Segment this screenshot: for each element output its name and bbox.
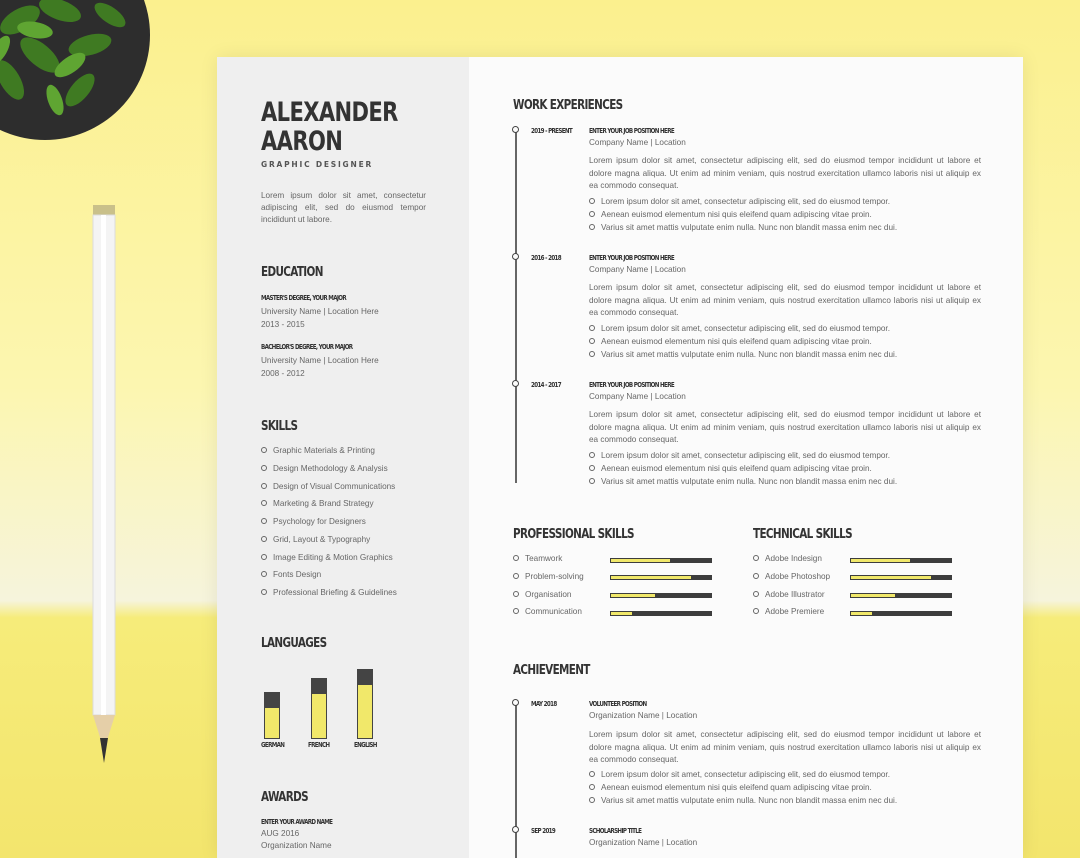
education-degree: MASTER'S DEGREE, YOUR MAJOR <box>261 294 346 302</box>
circle-bullet-icon <box>753 591 759 597</box>
timeline-dot <box>512 380 519 387</box>
job-bullets <box>589 322 897 361</box>
circle-bullet-icon <box>261 589 267 595</box>
skill-item: Design of Visual Communications <box>261 482 395 491</box>
job-date: 2016 - 2018 <box>531 254 562 262</box>
technical-skill: Adobe Illustrator <box>753 590 825 599</box>
circle-bullet-icon <box>589 351 595 357</box>
list-item: Aenean euismod elementum nisi quis eleifend quam adipiscing vitae proin. <box>589 208 897 221</box>
plant-leaves-image <box>0 0 160 140</box>
profile-intro: Lorem ipsum dolor sit amet, consectetur adipiscing elit, sed do eiusmod tempor incididunt ut labore. <box>261 191 426 224</box>
circle-bullet-icon <box>261 465 267 471</box>
language-level-bar <box>311 678 327 739</box>
circle-bullet-icon <box>589 452 595 458</box>
timeline-dot <box>512 826 519 833</box>
education-school: University Name | Location Here <box>261 307 379 316</box>
circle-bullet-icon <box>589 771 595 777</box>
list-item: Aenean euismod elementum nisi quis eleifend quam adipiscing vitae proin. <box>589 335 897 348</box>
circle-bullet-icon <box>261 500 267 506</box>
professional-skill: Teamwork <box>513 554 562 563</box>
job-company: Company Name | Location <box>589 265 686 274</box>
resume-sheet <box>217 57 1023 858</box>
education-years: 2013 - 2015 <box>261 320 305 329</box>
list-item: Lorem ipsum dolor sit amet, consectetur adipiscing elit, sed do eiusmod tempor. <box>589 449 897 462</box>
list-item: Varius sit amet mattis vulputate enim nulla. Nunc non blandit massa enim nec dui. <box>589 221 897 234</box>
job-date: 2019 - PRESENT <box>531 127 572 135</box>
circle-bullet-icon <box>513 555 519 561</box>
circle-bullet-icon <box>753 555 759 561</box>
award-date: AUG 2016 <box>261 829 300 838</box>
education-school: University Name | Location Here <box>261 356 379 365</box>
list-item: Varius sit amet mattis vulputate enim nulla. Nunc non blandit massa enim nec dui. <box>589 475 897 488</box>
circle-bullet-icon <box>589 211 595 217</box>
first-name: ALEXANDER <box>261 97 398 128</box>
language-level-bar <box>357 669 373 739</box>
professional-skill: Communication <box>513 607 582 616</box>
job-description: Lorem ipsum dolor sit amet, consectetur adipiscing elit, sed do eiusmod tempor incididunt ut labore et dolore magna aliqua. Ut enim ad minim veniam, quis nostrud exercitation ullamco laboris nisi ut aliquip ex ea commodo consequat. <box>589 410 981 444</box>
list-item: Lorem ipsum dolor sit amet, consectetur adipiscing elit, sed do eiusmod tempor. <box>589 195 897 208</box>
list-item: Aenean euismod elementum nisi quis eleifend quam adipiscing vitae proin. <box>589 781 897 794</box>
skill-item: Image Editing & Motion Graphics <box>261 553 393 562</box>
circle-bullet-icon <box>753 573 759 579</box>
skill-item: Professional Briefing & Guidelines <box>261 588 397 597</box>
list-item: Varius sit amet mattis vulputate enim nulla. Nunc non blandit massa enim nec dui. <box>589 348 897 361</box>
resume-sidebar <box>217 57 469 858</box>
circle-bullet-icon <box>589 224 595 230</box>
list-item: Aenean euismod elementum nisi quis eleifend quam adipiscing vitae proin. <box>589 462 897 475</box>
achievement-date: MAY 2018 <box>531 700 557 708</box>
skill-level-bar <box>610 593 712 598</box>
skill-item: Fonts Design <box>261 570 321 579</box>
timeline-dot <box>512 253 519 260</box>
job-position: ENTER YOUR JOB POSITION HERE <box>589 381 674 389</box>
circle-bullet-icon <box>589 478 595 484</box>
job-bullets <box>589 449 897 488</box>
languages-heading: LANGUAGES <box>261 636 327 651</box>
circle-bullet-icon <box>589 465 595 471</box>
job-position: ENTER YOUR JOB POSITION HERE <box>589 254 674 262</box>
achievement-date: SEP 2019 <box>531 827 556 835</box>
circle-bullet-icon <box>589 784 595 790</box>
awards-heading: AWARDS <box>261 790 308 805</box>
job-date: 2014 - 2017 <box>531 381 562 389</box>
language-label: FRENCH <box>308 741 330 749</box>
skill-item: Grid, Layout & Typography <box>261 535 370 544</box>
language-label: GERMAN <box>261 741 285 749</box>
timeline-dot <box>512 126 519 133</box>
achievement-organization: Organization Name | Location <box>589 711 698 720</box>
skill-level-bar <box>610 575 712 580</box>
skill-item: Marketing & Brand Strategy <box>261 499 374 508</box>
circle-bullet-icon <box>261 571 267 577</box>
job-description: Lorem ipsum dolor sit amet, consectetur adipiscing elit, sed do eiusmod tempor incididunt ut labore et dolore magna aliqua. Ut enim ad minim veniam, quis nostrud exercitation ullamco laboris nisi ut aliquip ex ea commodo consequat. <box>589 156 981 190</box>
circle-bullet-icon <box>261 447 267 453</box>
technical-skill: Adobe Indesign <box>753 554 822 563</box>
skill-level-bar <box>850 558 952 563</box>
technical-skill: Adobe Premiere <box>753 607 824 616</box>
skills-heading: SKILLS <box>261 419 298 434</box>
professional-skills-heading: PROFESSIONAL SKILLS <box>513 527 634 542</box>
award-organization: Organization Name <box>261 841 332 850</box>
job-title: GRAPHIC DESIGNER <box>261 160 374 169</box>
language-label: ENGLISH <box>354 741 377 749</box>
circle-bullet-icon <box>753 608 759 614</box>
skill-level-bar <box>850 575 952 580</box>
professional-skill: Problem-solving <box>513 572 584 581</box>
skill-level-bar <box>610 611 712 616</box>
circle-bullet-icon <box>513 608 519 614</box>
language-level-bar <box>264 692 280 739</box>
circle-bullet-icon <box>589 338 595 344</box>
achievement-description: Lorem ipsum dolor sit amet, consectetur adipiscing elit, sed do eiusmod tempor incididunt ut labore et dolore magna aliqua. Ut enim ad minim veniam, quis nostrud exercitation ullamco laboris nisi ut aliquip ex ea commodo consequat. <box>589 730 981 764</box>
skill-item: Design Methodology & Analysis <box>261 464 388 473</box>
circle-bullet-icon <box>589 198 595 204</box>
education-heading: EDUCATION <box>261 265 323 280</box>
circle-bullet-icon <box>513 573 519 579</box>
technical-skill: Adobe Photoshop <box>753 572 830 581</box>
skill-level-bar <box>850 593 952 598</box>
job-company: Company Name | Location <box>589 392 686 401</box>
achievement-heading: ACHIEVEMENT <box>513 663 590 678</box>
circle-bullet-icon <box>589 325 595 331</box>
list-item: Lorem ipsum dolor sit amet, consectetur adipiscing elit, sed do eiusmod tempor. <box>589 768 897 781</box>
pencil-image <box>92 205 116 765</box>
resume-main <box>469 57 1023 858</box>
work-heading: WORK EXPERIENCES <box>513 98 623 113</box>
last-name: AARON <box>261 126 343 157</box>
job-description: Lorem ipsum dolor sit amet, consectetur adipiscing elit, sed do eiusmod tempor incididunt ut labore et dolore magna aliqua. Ut enim ad minim veniam, quis nostrud exercitation ullamco laboris nisi ut aliquip ex ea commodo consequat. <box>589 283 981 317</box>
job-company: Company Name | Location <box>589 138 686 147</box>
skill-item: Graphic Materials & Printing <box>261 446 375 455</box>
circle-bullet-icon <box>261 483 267 489</box>
circle-bullet-icon <box>261 536 267 542</box>
circle-bullet-icon <box>513 591 519 597</box>
skill-level-bar <box>850 611 952 616</box>
education-degree: BACHELOR'S DEGREE, YOUR MAJOR <box>261 343 353 351</box>
education-years: 2008 - 2012 <box>261 369 305 378</box>
timeline-dot <box>512 699 519 706</box>
award-title: ENTER YOUR AWARD NAME <box>261 818 333 826</box>
job-position: ENTER YOUR JOB POSITION HERE <box>589 127 674 135</box>
achievement-bullets <box>589 768 897 807</box>
professional-skill: Organisation <box>513 590 571 599</box>
job-bullets <box>589 195 897 234</box>
achievement-organization: Organization Name | Location <box>589 838 698 847</box>
list-item: Lorem ipsum dolor sit amet, consectetur adipiscing elit, sed do eiusmod tempor. <box>589 322 897 335</box>
list-item: Varius sit amet mattis vulputate enim nulla. Nunc non blandit massa enim nec dui. <box>589 794 897 807</box>
technical-skills-heading: TECHNICAL SKILLS <box>753 527 852 542</box>
skill-level-bar <box>610 558 712 563</box>
achievement-title: SCHOLARSHIP TITLE <box>589 827 642 835</box>
circle-bullet-icon <box>261 518 267 524</box>
work-timeline <box>515 130 517 483</box>
circle-bullet-icon <box>589 797 595 803</box>
skill-item: Psychology for Designers <box>261 517 366 526</box>
achievement-timeline <box>515 701 517 858</box>
circle-bullet-icon <box>261 554 267 560</box>
achievement-title: VOLUNTEER POSITION <box>589 700 647 708</box>
